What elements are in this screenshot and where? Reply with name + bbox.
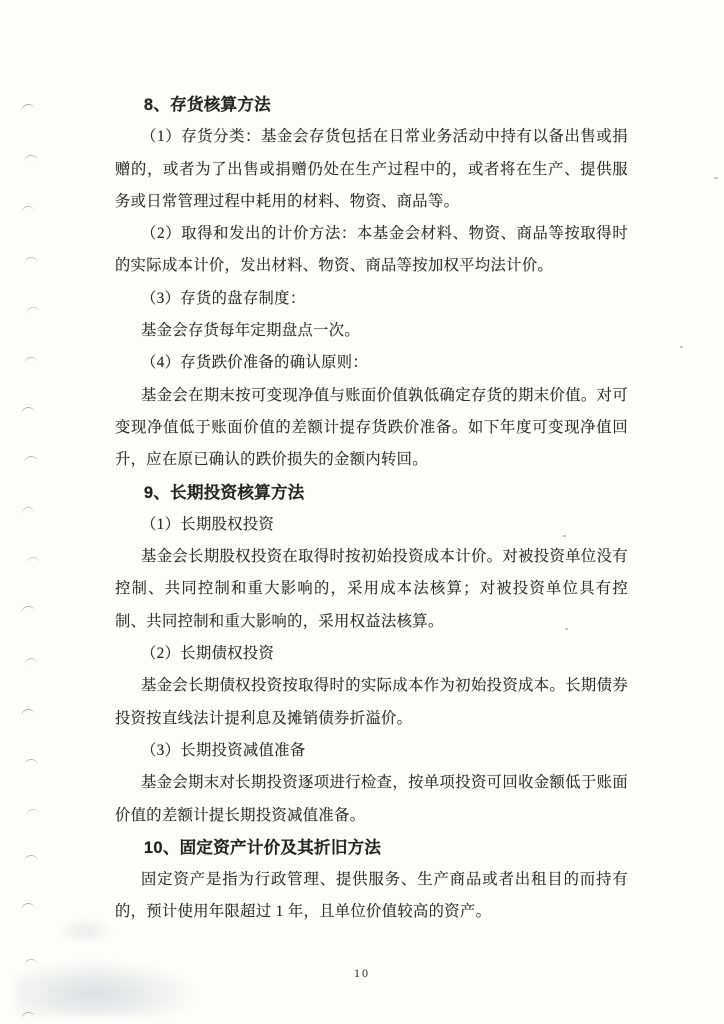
section-heading-longterm-investment: 9、长期投资核算方法	[143, 483, 305, 502]
para-debt-investment-detail: 基金会长期债权投资按取得时的实际成本作为初始投资成本。长期债券投资按直线法计提利息及摊销债券折溢价。	[115, 677, 628, 727]
document-body	[115, 89, 628, 929]
binding-mark	[21, 406, 36, 415]
para-investment-impairment-detail: 基金会期末对长期投资逐项进行检查，按单项投资可回收金额低于账面价值的差额计提长期投资减值准备。	[115, 774, 628, 824]
binding-mark	[21, 708, 36, 717]
binding-mark	[20, 205, 34, 215]
para-fixed-assets-definition: 固定资产是指为行政管理、提供服务、生产商品或者出租目的而持有的，预计使用年限超过 1 年，且单位价值较高的资产。	[115, 871, 628, 921]
para-inventory-classification: （1）存货分类：基金会存货包括在日常业务活动中持有以备出售或捐赠的，或者为了出售或捐赠仍处在生产过程中的，或者将在生产、提供服务或日常管理过程中耗用的材料、物资、商品等。	[115, 128, 628, 210]
binding-mark	[24, 155, 38, 163]
binding-mark	[20, 506, 34, 516]
section-heading-inventory-accounting: 8、存货核算方法	[143, 96, 271, 114]
para-equity-investment-detail: 基金会长期股权投资在取得时按初始投资成本计价。对被投资单位没有控制、共同控制和重大影响的，采用成本法核算；对被投资单位具有控制、共同控制和重大影响的，采用权益法核算。	[115, 548, 628, 630]
binding-mark	[23, 356, 37, 366]
scan-speck	[680, 346, 683, 348]
binding-mark	[21, 1011, 36, 1020]
page-number: 10	[354, 966, 370, 980]
para-inventory-count-frequency: 基金会存货每年定期盘点一次。	[141, 322, 361, 340]
para-inventory-valuation-method: （2）取得和发出的计价方法：本基金会材料、物资、商品等按取得时的实际成本计价，发出材料、物资、商品等按加权平均法计价。	[115, 225, 628, 275]
binding-mark	[24, 257, 38, 265]
binding-mark	[23, 657, 37, 667]
para-equity-investment-label: （1）长期股权投资	[141, 515, 275, 533]
binding-mark	[24, 855, 38, 863]
section-heading-fixed-assets: 10、固定资产计价及其折旧方法	[143, 838, 382, 857]
binding-mark	[24, 456, 38, 464]
scan-speck	[714, 177, 718, 179]
binding-mark	[21, 605, 36, 614]
para-inventory-writedown-principle-label: （4）存货跌价准备的确认原则：	[141, 354, 369, 372]
para-inventory-writedown-detail: 基金会在期末按可变现净值与账面价值孰低确定存货的期末价值。对可变现净值低于账面价值的差额计提存货跌价准备。如下年度可变现净值回升，应在原已确认的跌价损失的金额内转回。	[115, 386, 628, 469]
binding-mark	[21, 103, 36, 112]
binding-mark	[26, 306, 41, 315]
para-inventory-count-system-label: （3）存货的盘存制度：	[141, 289, 306, 307]
para-investment-impairment-label: （3）长期投资减值准备	[141, 741, 306, 759]
binding-mark	[21, 902, 36, 911]
binding-mark	[25, 808, 39, 818]
para-debt-investment-label: （2）长期债权投资	[141, 645, 275, 663]
scan-smudge	[55, 918, 115, 944]
binding-mark	[26, 557, 40, 565]
binding-mark	[24, 759, 38, 767]
